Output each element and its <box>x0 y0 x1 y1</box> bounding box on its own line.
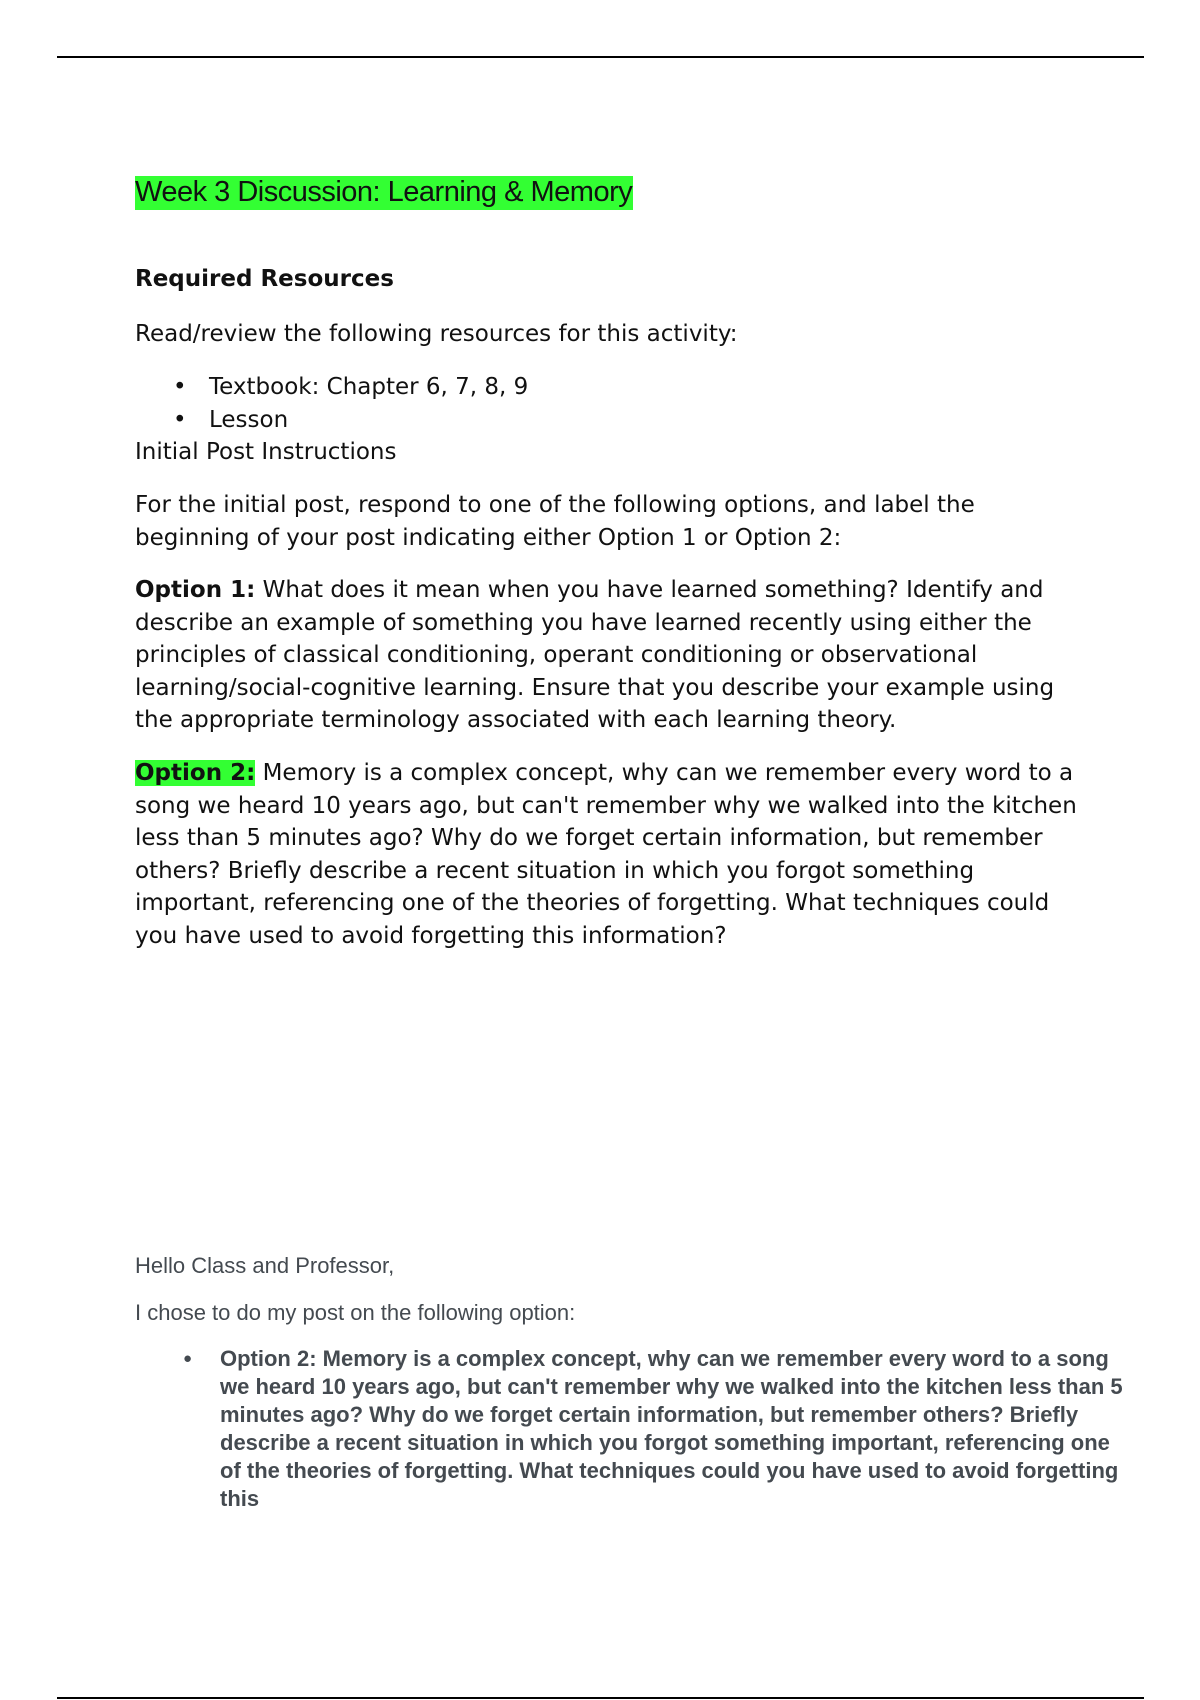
option-1-paragraph <box>135 574 1095 737</box>
bottom-rule <box>57 1697 1144 1699</box>
reply-option-list <box>183 1345 1133 1513</box>
read-review-text: Read/review the following resources for this activity: <box>135 321 738 347</box>
option-2-text: Memory is a complex concept, why can we remember every word to a song we heard 10 years ago, but can't remember why we walked into the kitchen less than 5 minutes ago? Why do we forget certain information, but remember others? Briefly describe a recent situation in which you forgot something important, referencing one of the theories of forgetting. What techniques could you have used to avoid forgetting this information? <box>135 760 1077 949</box>
reply-chosen-option: ● Option 2: Memory is a complex concept, why can we remember every word to a song we heard 10 years ago, but can't remember why we walked into the kitchen less than 5 minutes ago? Why do we forget certain information, but remember others? Briefly describe a recent situation in which you forgot something important, referencing one of the theories of forgetting. What techniques could you have used to avoid forgetting this <box>183 1345 1133 1513</box>
page-title <box>135 173 633 211</box>
required-resources-heading: Required Resources <box>135 266 394 292</box>
top-rule <box>57 56 1144 58</box>
option-2-label: Option 2: <box>135 760 256 786</box>
option-2-paragraph <box>135 757 1095 952</box>
reply-chosen-intro: I chose to do my post on the following option: <box>135 1300 576 1325</box>
option-1-label: Option 1: <box>135 577 256 603</box>
initial-post-heading: Initial Post Instructions <box>135 439 397 465</box>
reply-greeting: Hello Class and Professor, <box>135 1253 395 1278</box>
page-title-text: Week 3 Discussion: Learning & Memory <box>135 176 633 208</box>
initial-post-instructions: For the initial post, respond to one of the following options, and label the beginning of your post indicating either Option 1 or Option 2: <box>135 492 975 551</box>
resource-item: • Textbook: Chapter 6, 7, 8, 9 <box>173 371 528 404</box>
option-1-text: What does it mean when you have learned something? Identify and describe an example of something you have learned recently using either the principles of classical conditioning, operant conditioning or observational learning/social-cognitive learning. Ensure that you describe your example using the appropriate terminology associated with each learning theory. <box>135 577 1055 733</box>
resource-item: • Lesson <box>173 404 528 437</box>
resources-list <box>173 371 528 436</box>
